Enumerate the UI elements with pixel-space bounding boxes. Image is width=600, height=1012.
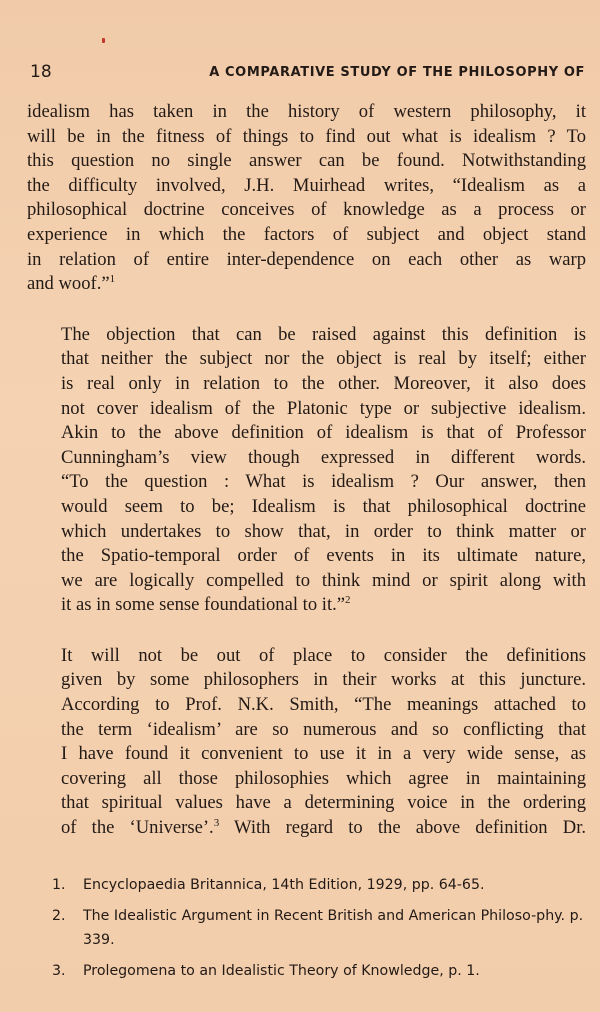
paragraph-3 xyxy=(27,644,586,841)
text-line: that spiritual values have a determining voice in the ordering xyxy=(61,792,586,814)
text-line: I have found it convenient to use it in a very wide sense, as xyxy=(61,743,586,765)
text-line-content: of the ‘Universe’. xyxy=(61,817,214,839)
running-head: A COMPARATIVE STUDY OF THE PHILOSOPHY OF xyxy=(209,65,585,80)
ink-speck xyxy=(102,38,105,43)
footnote-text: Prolegomena to an Idealistic Theory of Knowledge, p. 1. xyxy=(83,963,480,979)
page-number: 18 xyxy=(30,62,52,82)
page-header xyxy=(30,62,585,86)
footnote-text: Encyclopaedia Britannica, 14th Edition, 1929, pp. 64-65. xyxy=(83,877,485,893)
text-line: given by some philosophers in their works at this juncture. xyxy=(61,669,586,691)
text-line: that neither the subject nor the object is real by itself; either xyxy=(61,348,586,370)
text-line: the term ‘idealism’ are so numerous and so conflicting that xyxy=(61,718,586,740)
footnote-1 xyxy=(52,873,587,897)
text-line: experience in which the factors of subject and object stand xyxy=(27,223,586,245)
text-line-content: it as in some sense foundational to it.” xyxy=(61,594,346,616)
text-line-last xyxy=(27,816,586,841)
text-line: The objection that can be raised against this definition is xyxy=(61,323,586,345)
text-line: idealism has taken in the history of western philosophy, it xyxy=(27,101,586,122)
footnote-ref-1: 1 xyxy=(109,273,116,286)
body-text xyxy=(27,100,586,841)
text-line: covering all those philosophies which agree in maintaining xyxy=(61,767,586,789)
text-line: which undertakes to show that, in order to think matter or xyxy=(61,520,586,542)
footnote-number: 1. xyxy=(52,877,66,893)
footnote-ref-3: 3 xyxy=(213,817,220,830)
text-line: the Spatio-temporal order of events in its ultimate nature, xyxy=(61,545,586,567)
paragraph-1 xyxy=(27,100,586,297)
text-line: It will not be out of place to consider the definitions xyxy=(61,644,586,666)
text-line: this question no single answer can be found. Notwithstanding xyxy=(27,150,586,172)
text-line: would seem to be; Idealism is that philosophical doctrine xyxy=(61,495,586,517)
footnote-text: The Idealistic Argument in Recent British and American Philoso-phy. p. 339. xyxy=(83,908,584,948)
text-line-last xyxy=(27,272,586,297)
text-line: According to Prof. N.K. Smith, “The meanings attached to xyxy=(61,694,586,716)
footnote-3 xyxy=(52,959,587,983)
text-line-content: and woof.” xyxy=(27,273,110,295)
text-line-last xyxy=(27,593,586,618)
text-line: not cover idealism of the Platonic type or subjective idealism. xyxy=(61,397,586,419)
footnote-ref-2: 2 xyxy=(345,594,351,607)
footnote-number: 3. xyxy=(52,963,66,979)
text-line: “To the question : What is idealism ? Our answer, then xyxy=(61,471,586,493)
footnote-2 xyxy=(52,904,587,952)
text-line: will be in the fitness of things to find out what is idealism ? To xyxy=(27,125,586,147)
text-line-content: With regard to the above definition Dr. xyxy=(234,817,587,839)
text-line: we are logically compelled to think mind or spirit along with xyxy=(61,569,586,591)
text-line: the difficulty involved, J.H. Muirhead writes, “Idealism as a xyxy=(27,174,586,196)
text-line: philosophical doctrine conceives of knowledge as a process or xyxy=(27,199,586,221)
text-line: is real only in relation to the other. Moreover, it also does xyxy=(61,372,586,394)
text-line: in relation of entire inter-dependence on each other as warp xyxy=(27,248,586,270)
text-line: Cunningham’s view though expressed in different words. xyxy=(61,446,586,468)
paragraph-2 xyxy=(27,323,586,618)
footnote-number: 2. xyxy=(52,908,66,924)
text-line: Akin to the above definition of idealism is that of Professor xyxy=(61,422,586,444)
footnotes xyxy=(52,873,587,990)
